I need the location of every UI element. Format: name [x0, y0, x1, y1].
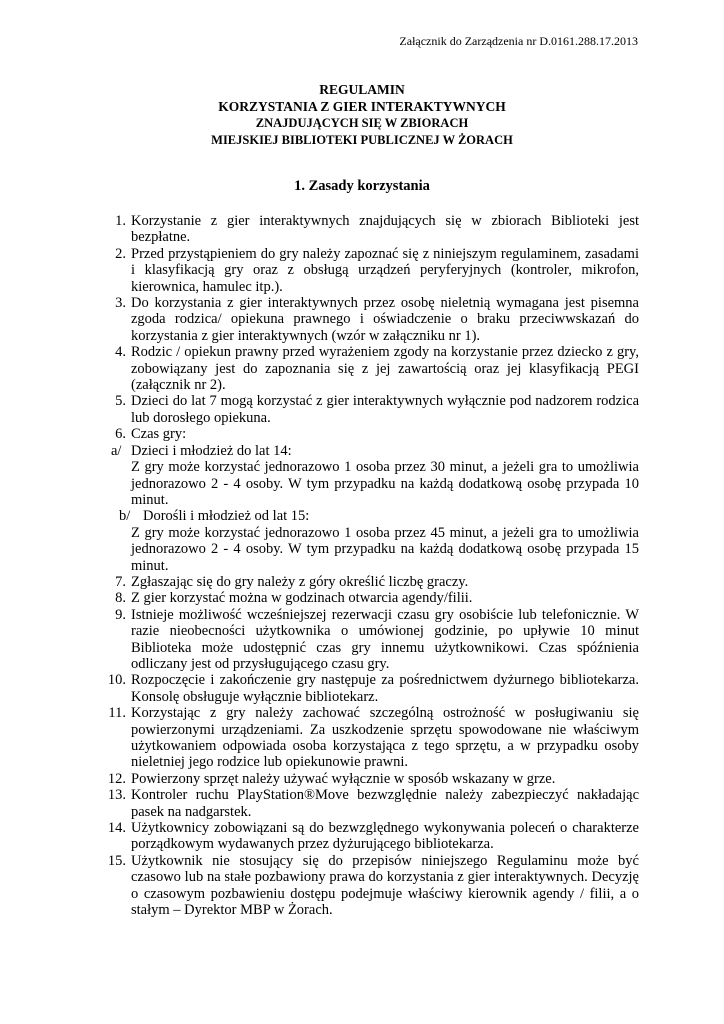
item-number: 3. [115, 295, 126, 312]
item-text: Do korzystania z gier interaktywnych przez osobę nieletnią wymagana jest pisemna zgoda rodzica/ opiekuna prawnego i oświadczenie o braku przeciwwskazań do korzystania z gier interaktywnych (wzór w załączniku nr 1). [131, 295, 639, 344]
item-number: 14. [107, 820, 126, 837]
item-text: Przed przystąpieniem do gry należy zapoznać się z niniejszym regulaminem, zasadami i klasyfikacją gry oraz z obsługą urządzeń peryferyjnych (kontroler, mikrofon, kierownica, hamulec itp.). [131, 245, 639, 295]
list-item [100, 853, 639, 919]
list-item [100, 295, 639, 344]
rules-list [100, 213, 639, 918]
title-line-4: MIEJSKIEJ BIBLIOTEKI PUBLICZNEJ W ŻORACH [211, 132, 513, 147]
list-item [100, 426, 639, 442]
list-item [100, 344, 639, 393]
item-text: Korzystając z gry należy zachować szczególną ostrożność w posługiwaniu się powierzonymi urządzeniami. Za uszkodzenie sprzętu spowodowane nie właściwym użytkowaniem odpowiada osoba korzystająca z tego sprzętu, a w przypadku osoby nieletniej jego rodzice lub opiekunowie prawni. [131, 705, 639, 771]
list-item [100, 574, 639, 590]
item-number: 5. [115, 393, 126, 410]
subitem-label: b/ [119, 508, 131, 525]
item-text: Użytkownik nie stosujący się do przepisów niniejszego Regulaminu może być czasowo lub na stałe pozbawiony prawa do korzystania z gier interaktywnych. Decyzję o czasowym pozbawieniu dostępu podejmuje właściwy kierownik agendy / filii, a o stałym – Dyrektor MBP w Żorach. [131, 852, 639, 919]
subitem-a [100, 443, 639, 509]
item-number: 6. [115, 426, 126, 443]
list-item [100, 820, 639, 853]
item-text: Czas gry: [131, 426, 187, 443]
subitem-heading: Dzieci i młodzież do lat 14: [131, 442, 292, 459]
item-number: 15. [107, 852, 126, 869]
item-number: 2. [115, 245, 126, 262]
item-number: 1. [115, 213, 126, 229]
item-number: 12. [107, 770, 126, 787]
item-number: 9. [115, 606, 126, 623]
list-item [100, 771, 639, 787]
list-item [100, 787, 639, 820]
section-heading: 1. Zasady korzystania [294, 178, 430, 194]
item-text: Kontroler ruchu PlayStation®Move bezwzględnie należy zabezpieczyć nakładając pasek na nadgarstek. [131, 787, 639, 820]
item-text: Użytkownicy zobowiązani są do bezwzględnego wykonywania poleceń o charakterze porządkowym wydawanych przez dyżurującego bibliotekarza. [131, 820, 639, 853]
subitem-body: Z gry może korzystać jednorazowo 1 osoba przez 30 minut, a jeżeli gra to umożliwia jednorazowo 2 - 4 osoby. W tym przypadku na każdą dodatkową osobę przypada 10 minut. [131, 459, 639, 508]
subitem-label: a/ [111, 442, 122, 459]
title-line-3: ZNAJDUJĄCYCH SIĘ W ZBIORACH [255, 116, 469, 130]
item-text: Powierzony sprzęt należy używać wyłącznie w sposób wskazany w grze. [131, 770, 556, 787]
item-text: Dzieci do lat 7 mogą korzystać z gier interaktywnych wyłącznie pod nadzorem rodzica lub dorosłego opiekuna. [131, 393, 639, 426]
item-number: 13. [107, 787, 126, 804]
list-item [100, 672, 639, 705]
subitem-heading: Dorośli i młodzież od lat 15: [143, 508, 310, 525]
list-item [100, 213, 639, 246]
item-text: Rozpoczęcie i zakończenie gry następuje za pośrednictwem dyżurnego bibliotekarza. Konsolę obsługuje wyłącznie bibliotekarz. [131, 672, 639, 705]
annex-reference: Załącznik do Zarządzenia nr D.0161.288.17.2013 [399, 34, 638, 48]
item-number: 8. [115, 590, 126, 607]
item-number: 10. [107, 672, 126, 689]
list-item [100, 705, 639, 771]
list-item [100, 393, 639, 426]
item-number: 11. [108, 705, 126, 722]
list-item [100, 607, 639, 673]
item-number: 7. [115, 573, 126, 590]
subitem-body: Z gry może korzystać jednorazowo 1 osoba przez 45 minut, a jeżeli gra to umożliwia jednorazowo 2 - 4 osoby. W tym przypadku na każdą dodatkową osobę przypada 15 minut. [131, 524, 639, 574]
subitem-b [100, 508, 639, 574]
title-line-1: REGULAMIN [319, 82, 405, 97]
document-title [0, 82, 724, 148]
list-item [100, 590, 639, 606]
item-number: 4. [115, 344, 126, 361]
title-line-2: KORZYSTANIA Z GIER INTERAKTYWNYCH [218, 98, 506, 114]
item-text: Korzystanie z gier interaktywnych znajdujących się w zbiorach Biblioteki jest bezpłatne. [131, 213, 639, 246]
list-item [100, 246, 639, 295]
item-text: Z gier korzystać można w godzinach otwarcia agendy/filii. [131, 590, 473, 607]
item-text: Istnieje możliwość wcześniejszej rezerwacji czasu gry osobiście lub telefonicznie. W razie nieobecności użytkownika o umówionej godzinie, po upływie 10 minut Biblioteka może udostępnić czas gry innemu użytkownikowi. Czas spóźnienia odliczany jest od przysługującego czasu gry. [131, 606, 639, 672]
item-text: Rodzic / opiekun prawny przed wyrażeniem zgody na korzystanie przez dziecko z gry, zobowiązany jest do zapoznania się z jej zawartością oraz jej klasyfikacją PEGI (załącznik nr 2). [131, 344, 639, 394]
item-text: Zgłaszając się do gry należy z góry określić liczbę graczy. [131, 573, 469, 590]
